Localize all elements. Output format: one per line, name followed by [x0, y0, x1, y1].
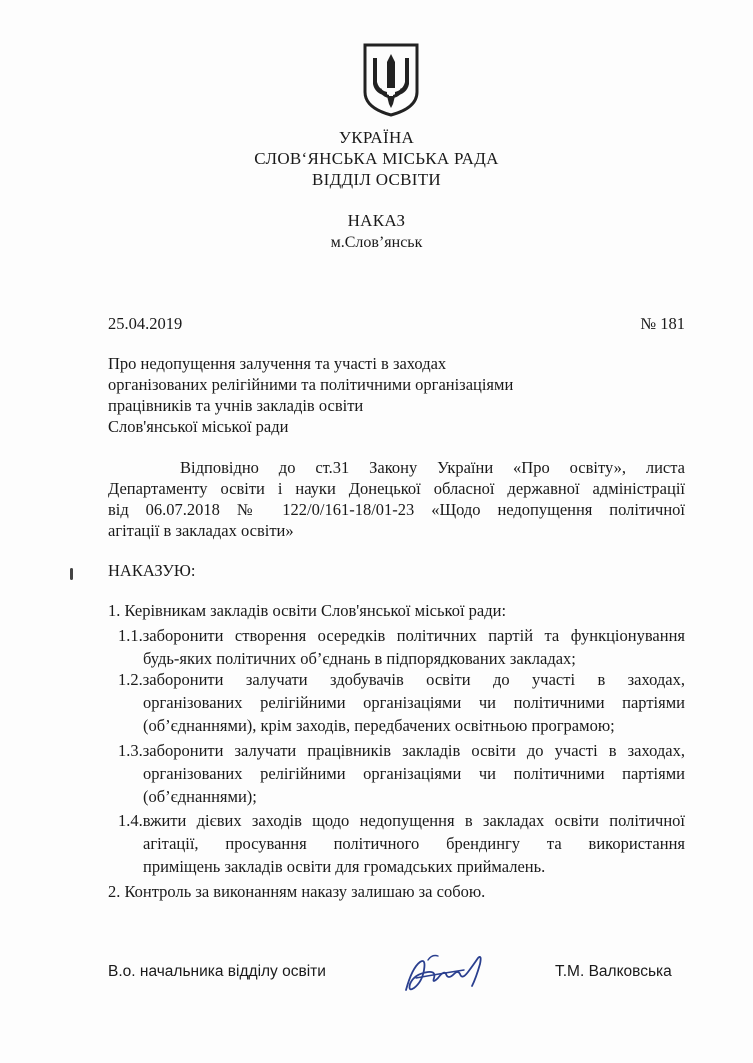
coat-of-arms-trident-icon [362, 42, 420, 118]
signatory-position: В.о. начальника відділу освіти [108, 963, 326, 980]
subitem-1-2-line: 1.2.заборонити залучати здобувачів освіти до участі в заходах, [118, 670, 685, 689]
subject-line: організованих релігійними та політичними організаціями [108, 375, 514, 394]
subject-line: Про недопущення залучення та участі в заходах [108, 354, 447, 373]
order-number: № 181 [640, 314, 685, 333]
subitem-1-4-line: агітації, просування політичного брендингу та використання [143, 834, 685, 853]
document-type-heading: НАКАЗ [347, 211, 406, 230]
subject-line: Слов'янської міської ради [108, 417, 289, 436]
scan-mark [70, 568, 73, 580]
preamble-line: агітації в закладах освіти» [108, 521, 294, 540]
subitem-1-1-line: 1.1.заборонити створення осередків політичних партій та функціонування [118, 626, 685, 645]
subitem-1-3-line: (об’єднаннями); [143, 787, 257, 806]
preamble-line: Департаменту освіти і науки Донецької обласної державної адміністрації [108, 479, 685, 498]
subitem-1-3-line: організованих релігійними організаціями чи політичними партіями [143, 764, 685, 783]
subitem-1-3-line: 1.3.заборонити залучати працівників закладів освіти до участі в заходах, [118, 741, 685, 760]
subitem-1-2-line: (об’єднаннями), крім заходів, передбачених освітньою програмою; [143, 716, 615, 735]
country-heading: УКРАЇНА [338, 128, 415, 147]
council-heading: СЛОВ‘ЯНСЬКА МІСЬКА РАДА [254, 149, 499, 168]
order-item-2: 2. Контроль за виконанням наказу залишаю за собою. [108, 882, 486, 901]
subitem-1-4-line: приміщень закладів освіти для громадських приймалень. [143, 857, 546, 876]
subitem-1-2-line: організованих релігійними організаціями чи політичними партіями [143, 693, 685, 712]
preamble-line: від 06.07.2018 № 122/0/161-18/01-23 «Щодо недопущення політичної [108, 500, 685, 519]
order-item-1: 1. Керівникам закладів освіти Слов'янської міської ради: [108, 601, 507, 620]
order-word: НАКАЗУЮ: [108, 561, 196, 580]
signatory-name: Т.М. Валковська [555, 963, 672, 980]
handwritten-signature-icon [398, 948, 510, 996]
preamble-line: Відповідно до ст.31 Закону України «Про освіту», листа [180, 458, 685, 477]
subitem-1-4-line: 1.4.вжити дієвих заходів щодо недопущення в закладах освіти політичної [118, 811, 685, 830]
order-date: 25.04.2019 [108, 314, 183, 333]
subitem-1-1-line: будь-яких політичних об’єднань в підпорядкованих закладах; [143, 649, 576, 668]
city-line: м.Слов’янськ [330, 234, 423, 251]
subject-line: працівників та учнів закладів освіти [108, 396, 364, 415]
department-heading: ВІДДІЛ ОСВІТИ [311, 170, 442, 189]
